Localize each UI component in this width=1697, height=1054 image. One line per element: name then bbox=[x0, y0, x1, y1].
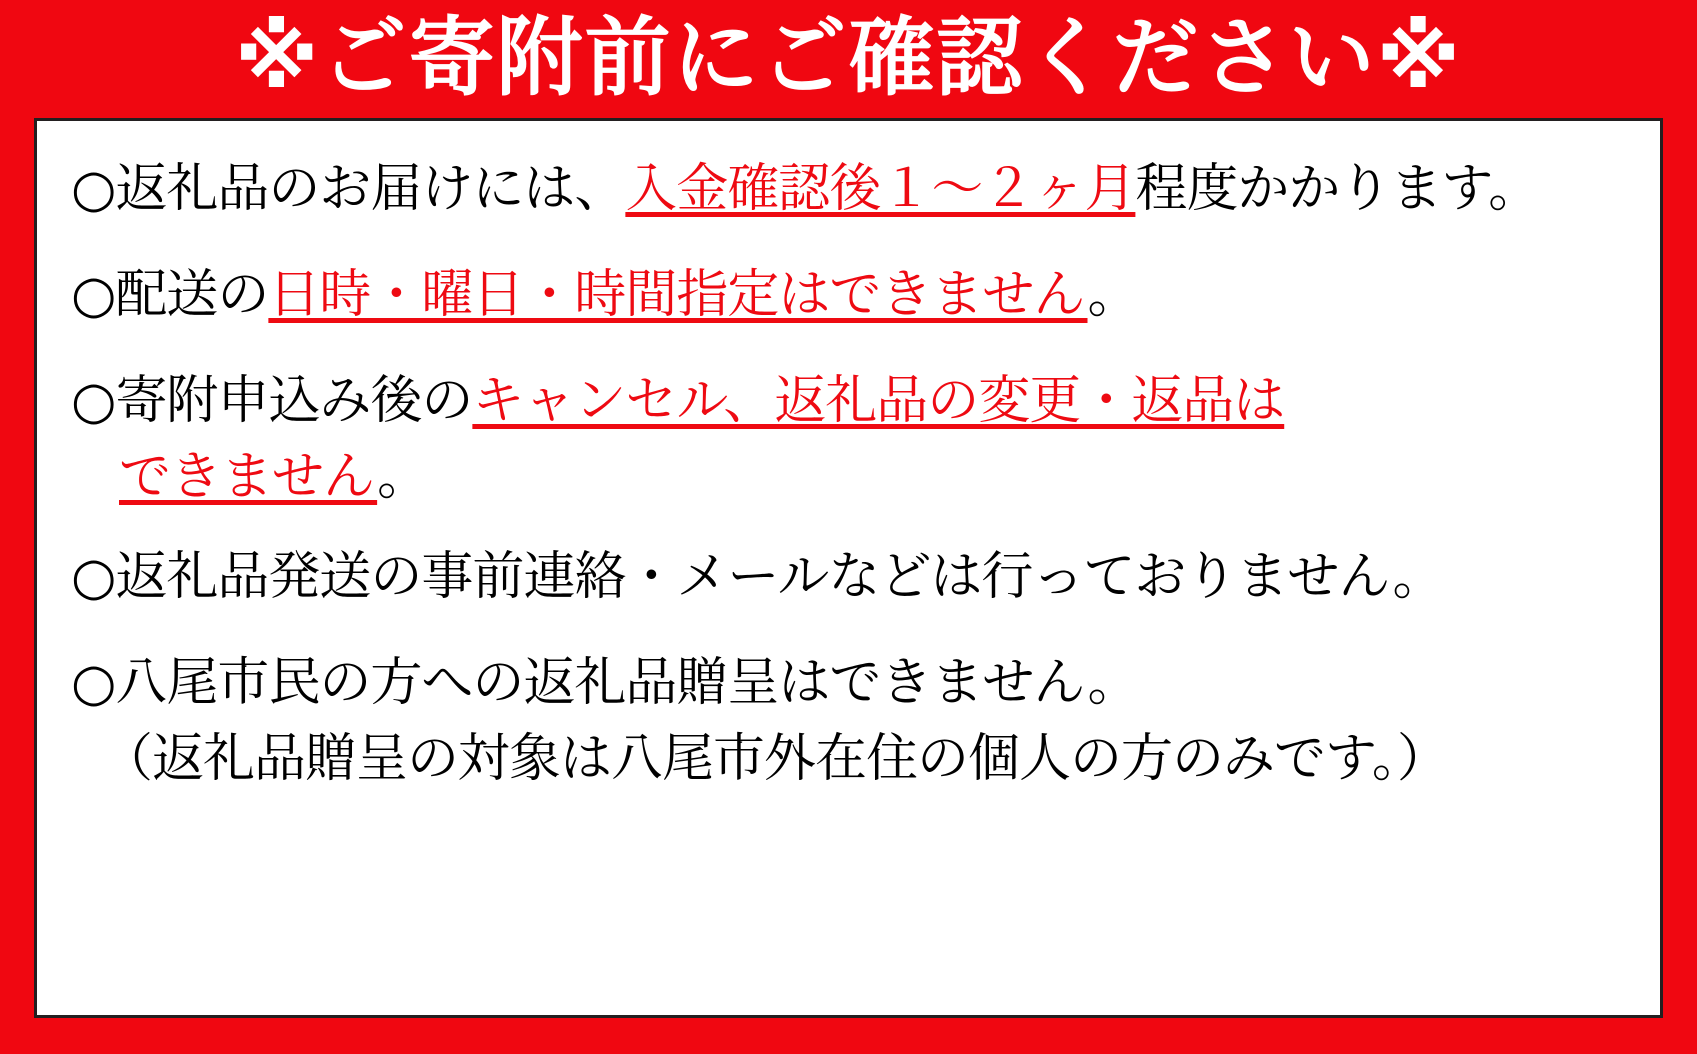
notice-prefix: ○寄附申込み後の bbox=[71, 371, 473, 431]
notice-highlight: 入金確認後１〜２ヶ月 bbox=[625, 159, 1136, 219]
notice-item-yao-residents bbox=[71, 645, 1626, 797]
notice-highlight-line2: できません bbox=[119, 447, 378, 507]
notice-prefix: ○配送の bbox=[71, 265, 269, 325]
notice-panel bbox=[34, 118, 1663, 1018]
notice-prefix: ○八尾市民の方への返礼品贈呈はできません。 bbox=[71, 653, 1139, 713]
notice-suffix: 程度かかります。 bbox=[1135, 159, 1540, 219]
notice-second-line: （返礼品贈呈の対象は八尾市外在住の個人の方のみです。） bbox=[101, 729, 1448, 789]
notice-item-no-advance-contact bbox=[71, 539, 1626, 615]
notice-prefix: ○返礼品のお届けには、 bbox=[71, 159, 626, 219]
notice-list bbox=[71, 151, 1626, 797]
notice-prefix: ○返礼品発送の事前連絡・メールなどは行っておりません。 bbox=[71, 547, 1444, 607]
notice-item-delivery-time bbox=[71, 151, 1626, 227]
notice-item-no-date-specification bbox=[71, 257, 1626, 333]
notice-highlight: 日時・曜日・時間指定はできません bbox=[268, 265, 1088, 325]
notice-second-line bbox=[71, 439, 1626, 515]
notice-item-no-cancellation bbox=[71, 363, 1626, 515]
notice-highlight: キャンセル、返礼品の変更・返品は bbox=[472, 371, 1285, 431]
notice-suffix: 。 bbox=[1087, 265, 1139, 325]
banner-title: ※ご寄附前にご確認ください※ bbox=[234, 8, 1463, 108]
notice-suffix: 。 bbox=[377, 447, 429, 507]
